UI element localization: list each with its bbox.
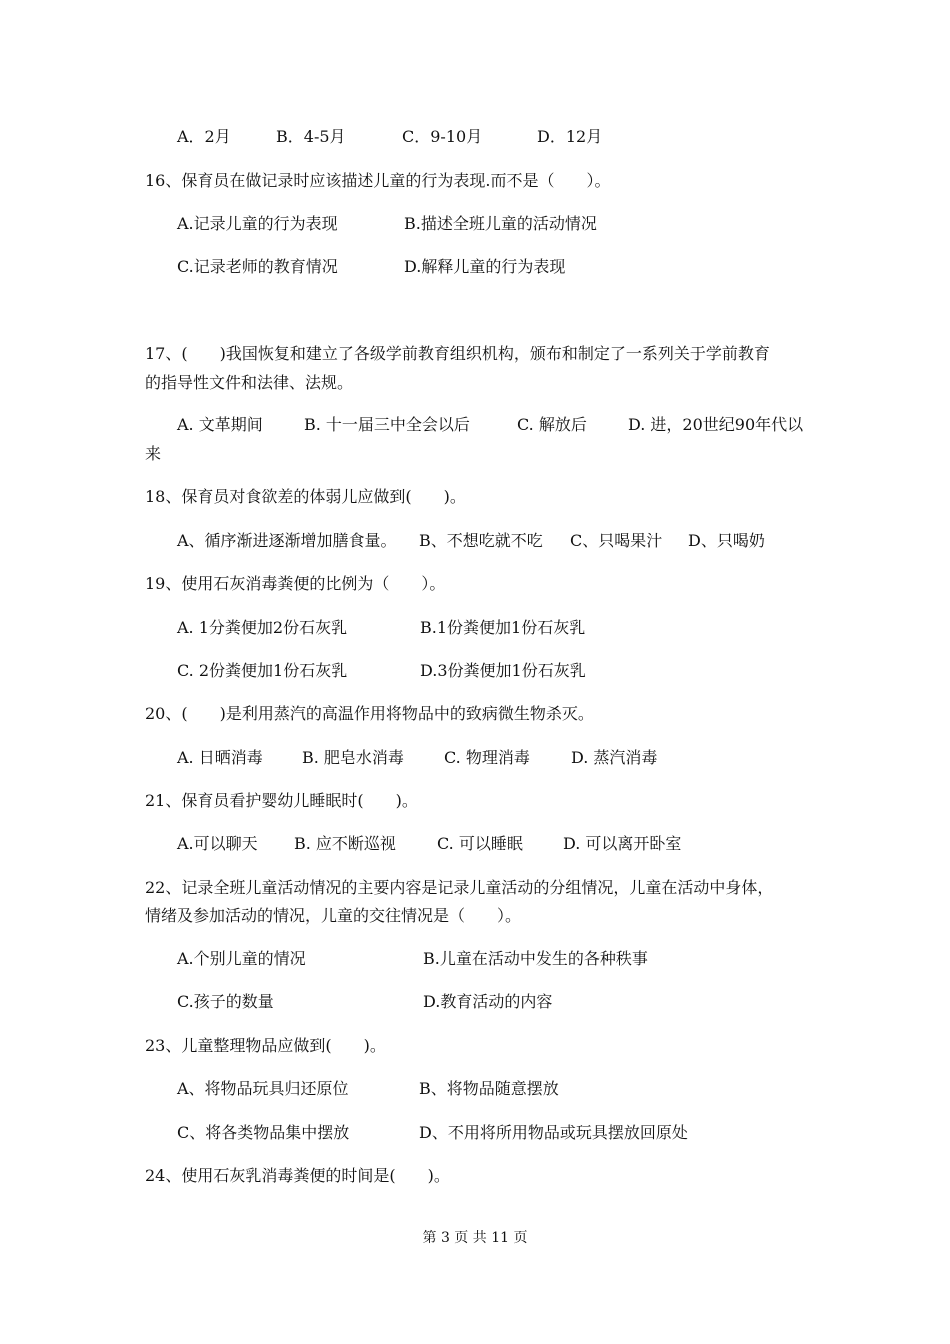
q16-option-a: A.记录儿童的行为表现 xyxy=(177,214,338,233)
q21-option-c: C. 可以睡眠 xyxy=(437,834,523,853)
q18-stem: 18、保育员对食欲差的体弱儿应做到( )。 xyxy=(145,487,466,506)
q19-option-b: B.1份粪便加1份石灰乳 xyxy=(420,618,586,637)
q18-option-c: C、只喝果汁 xyxy=(570,531,663,550)
q22-option-d: D.教育活动的内容 xyxy=(423,992,553,1011)
q18-option-d: D、只喝奶 xyxy=(688,531,765,550)
q20-option-d: D. 蒸汽消毒 xyxy=(571,748,658,767)
q21-option-a: A.可以聊天 xyxy=(177,834,258,853)
q21-option-d: D. 可以离开卧室 xyxy=(563,834,682,853)
q22-option-b: B.儿童在活动中发生的各种秩事 xyxy=(423,949,648,968)
q21-stem: 21、保育员看护婴幼儿睡眠时( )。 xyxy=(145,791,418,810)
q17-option-a: A. 文革期间 xyxy=(177,415,263,434)
q16-option-c: C.记录老师的教育情况 xyxy=(177,257,338,276)
q19-option-d: D.3份粪便加1份石灰乳 xyxy=(420,661,586,680)
q23-stem: 23、儿童整理物品应做到( )。 xyxy=(145,1036,386,1055)
page-footer: 第 3 页 共 11 页 xyxy=(422,1230,528,1246)
q20-option-a: A. 日晒消毒 xyxy=(177,748,263,767)
q20-stem: 20、( )是利用蒸汽的高温作用将物品中的致病微生物杀灭。 xyxy=(145,704,594,723)
q21-option-b: B. 应不断巡视 xyxy=(294,834,396,853)
q18-option-a: A、循序渐进逐渐增加膳食量。 xyxy=(177,531,397,550)
q17-option-d: D. 进，20世纪90年代以 xyxy=(628,415,804,434)
q24-stem: 24、使用石灰乳消毒粪便的时间是( )。 xyxy=(145,1166,450,1185)
q15-option-c: C．9-10月 xyxy=(402,127,483,146)
q19-option-a: A. 1分粪便加2份石灰乳 xyxy=(177,618,348,637)
q15-option-d: D．12月 xyxy=(537,127,603,146)
q22-stem-line2: 情绪及参加活动的情况，儿童的交往情况是（ ）。 xyxy=(145,906,522,925)
q19-option-c: C. 2份粪便加1份石灰乳 xyxy=(177,661,348,680)
q23-option-b: B、将物品随意摆放 xyxy=(419,1079,559,1098)
q23-option-d: D、不用将所用物品或玩具摆放回原处 xyxy=(419,1123,688,1142)
q19-stem: 19、使用石灰消毒粪便的比例为（ ）。 xyxy=(145,574,446,593)
q15-option-a: A．2月 xyxy=(177,127,231,146)
q23-option-c: C、将各类物品集中摆放 xyxy=(177,1123,350,1142)
q17-stem-line2: 的指导性文件和法律、法规。 xyxy=(145,373,354,392)
q17-stem-line1: 17、( )我国恢复和建立了各级学前教育组织机构，颁布和制定了一系列关于学前教育 xyxy=(145,344,770,363)
q17-option-d-wrap: 来 xyxy=(145,444,162,463)
q18-option-b: B、不想吃就不吃 xyxy=(419,531,543,550)
q15-option-b: B．4-5月 xyxy=(276,127,346,146)
q22-option-c: C.孩子的数量 xyxy=(177,992,274,1011)
q20-option-c: C. 物理消毒 xyxy=(444,748,530,767)
q22-option-a: A.个别儿童的情况 xyxy=(177,949,306,968)
q16-stem: 16、保育员在做记录时应该描述儿童的行为表现.而不是（ ）。 xyxy=(145,171,611,190)
q22-stem-line1: 22、记录全班儿童活动情况的主要内容是记录儿童活动的分组情况，儿童在活动中身体， xyxy=(145,878,774,897)
q16-option-b: B.描述全班儿童的活动情况 xyxy=(404,214,597,233)
q17-option-c: C. 解放后 xyxy=(517,415,587,434)
q23-option-a: A、将物品玩具归还原位 xyxy=(177,1079,349,1098)
q17-option-b: B. 十一届三中全会以后 xyxy=(304,415,470,434)
q16-option-d: D.解释儿童的行为表现 xyxy=(404,257,566,276)
q20-option-b: B. 肥皂水消毒 xyxy=(302,748,404,767)
